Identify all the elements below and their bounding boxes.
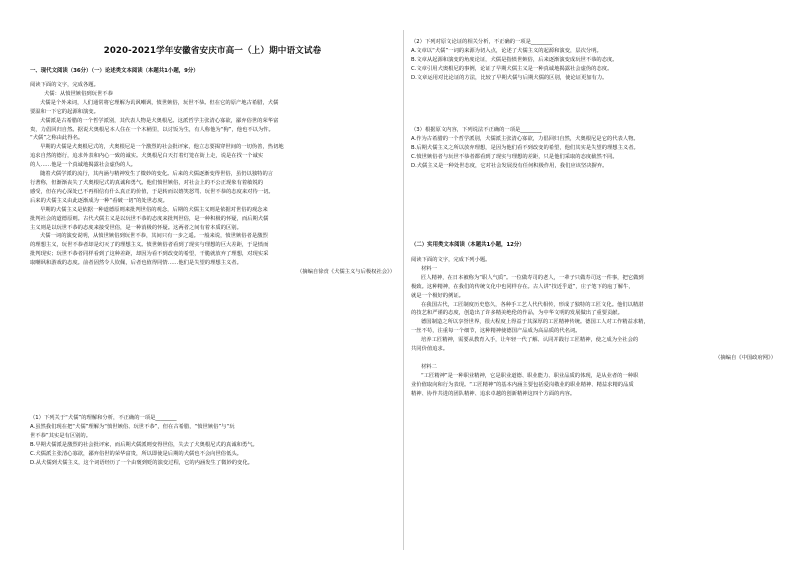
paragraph-line: 的技艺和严谨的态度，创造出了许多精美绝伦的作品，为中华文明的发展做出了重要贡献。 [411,310,623,317]
material2-source: （摘编自《中国政府网》） [715,354,776,361]
answer-option: D.从犬儒到犬儒主义，这个词语经历了一个由褒到贬的演变过程，它的内涵发生了微妙的变化。 [30,459,253,466]
answer-option: D.犬儒主义是一种处世态度，它对社会发展没有任何积极作用，我们应该坚决摒弃。 [411,162,608,169]
article-paragraphs [30,99,395,268]
material1-paragraphs [411,274,776,354]
answer-option: C.文章引用犬奥根尼的事例，论证了早期犬儒主义是一种真诚地揭露社会虚伪的态度。 [411,65,613,72]
paragraph-line: 主义则是以玩世不恭的态度来接受世俗，是一种消极的怀疑。这两者之间有着本质的区别。 [30,224,242,231]
paragraph-line: 取嘲讽和游戏的态度。前者固然令人钦佩，后者也值得同情……他们是失望的理想主义者。 [30,260,242,267]
paragraph-line: 行著称，但渐渐丧失了犬奥根尼式的真诚和勇气。他们愤世嫉俗，对社会上的不公正现象有着敏锐的 [30,179,264,186]
paragraph-line: 就是一个极好的例证。 [411,292,464,299]
question-1-stem: （1）下列关于“犬儒”的理解和分析，不正确的一项是________ [30,415,177,421]
paragraph-line: 犬儒是个外来词，人们通常将它理解为讥讽嘲讽，愤世嫉俗，玩世不恭。但在它的原产地古希腊，犬儒 [40,99,279,106]
article-title: 犬儒：从愤世嫉俗到玩世不恭 [44,90,113,97]
paragraph-line: 追求自然的德行，追求外表和内心一致的诚实。犬奥根尼白天打着灯笼在街上走，说是在找一个诚实 [30,153,264,160]
question-2 [411,38,776,83]
section1-heading: 一、现代文阅读（36分）（一）论述类文本阅读（本题共1小题，9分） [30,68,199,74]
paragraph-line: 感受，但在内心深处已不再相信有什么真正的价值，于是转而以嬉笑怒骂、玩世不恭的态度来对待一切。 [30,188,274,195]
paragraph-line: 后来的犬儒主义由此逐渐成为一种“看破一切”的处世态度。 [30,197,168,204]
answer-option: B.后期犬儒主义之所以放弃理想，是因为他们看不到改变的希望，他们其实是失望的理想主义者。 [411,144,639,151]
paragraph-line: 早期的犬儒主义是依据一种道德原则来批判世俗的观念，后期的犬儒主义则是依据对世俗的观念来 [40,206,268,213]
paragraph-line: 共同价值追求。 [411,346,449,353]
article-source: （摘编自徐贲《犬儒主义与后极权社会》） [297,269,395,276]
paragraph-line: 一丝不苟，注重每一个细节，这种精神使德国产品成为高品质的代名词。 [411,328,581,335]
paragraph-line: 犬儒派是古希腊的一个哲学派别，其代表人物是犬奥根尼。这派哲学主张清心寡欲，鄙弃俗世的荣华富 [40,117,279,124]
section1-lead: 阅读下面的文字，完成各题。 [30,82,99,88]
question-1 [30,414,395,467]
answer-option: D.文章运用对比论证的方法，比较了早期犬儒与后期犬儒的区别，使论证更加有力。 [411,74,608,81]
question-3 [411,126,776,171]
paragraph-line: 批判社会的道德原则。古代犬儒主义是以玩世不恭的态度来批判世俗，是一种积极的怀疑，而后期犬儒 [30,215,269,222]
paragraph-line: 随着犬儒学派的流行，其内涵与精神发生了微妙的变化。后来的犬儒逐渐变得世俗，虽仍以独特的言 [40,171,274,178]
paragraph-line: “犬儒”之称由此得名。 [30,135,84,142]
paragraph-line: 精神、协作共进的团队精神、追求卓越的创新精神这四个方面的内容。 [411,390,576,397]
section1-text [30,81,395,277]
paragraph-line: 犬儒一词的演变说明，从愤世嫉俗到玩世不恭，其间只有一步之遥。一般来说，愤世嫉俗者是激烈 [40,233,268,240]
paragraph-line: 德国制造之所以享誉世界，很大程度上得益于其深厚的工匠精神传统。德国工人对工作精益求精， [421,319,649,326]
answer-option: 世不恭”其实是有区别的。 [30,432,92,439]
material2-paragraphs [411,372,776,399]
answer-option: A.虽然我们现在把“犬儒”理解为“愤世嫉俗、玩世不恭”，但在古希腊，“愤世嫉俗”与“玩 [30,423,235,430]
section2-lead: 阅读下面的文字，完成下列小题。 [411,257,491,263]
paragraph-line: 的人……他是一个真诚地揭露社会虚伪的人。 [30,162,136,169]
answer-option: A.文章以“犬儒”一词的来源为切入点，论述了犬儒主义的起源和演变，层次分明。 [411,47,602,54]
answer-option: C.犬儒派主张清心寡欲，鄙弃俗世的荣华富贵，所以即使是后期的犬儒也不会向世俗低头。 [30,450,242,457]
material1-label: 材料一 [421,265,437,272]
right-column [411,0,776,562]
answer-option: B.早期犬儒派是激烈的社会批评家，而后期犬儒派则变得世俗，失去了犬奥根尼式的真诚和勇气。 [30,441,258,448]
paragraph-line: 在我国古代，工匠制度历史悠久，各种手工艺人代代相传，形成了独特的工匠文化。他们以精湛 [421,301,644,308]
paragraph-line: 业价值取向和行为表现。“工匠精神”的基本内涵主要包括爱岗敬业的职业精神、精益求精的品质 [411,381,634,388]
paragraph-line: “工匠精神”是一种职业精神，它是职业道德、职业能力、职业品质的体现，是从业者的一种职 [421,372,639,379]
column-divider [403,30,404,550]
paragraph-line: 批判现实；玩世不恭者同样看到了这种差距，却因为看不到改变的希望，干脆就放弃了理想，对现实采 [30,251,269,258]
section2-heading: （二）实用类文本阅读（本题共1小题，12分） [411,242,525,248]
section2-text [411,256,776,399]
question-3-stem: （3）根据原文内容，下列说法不正确的一项是________ [411,127,542,133]
paragraph-line: 要温和一下它的起源和演变。 [30,108,99,115]
answer-option: B.文章从起源和演变的角度论证，犬儒是指愤世嫉俗，后来逐渐演变成玩世不恭的态度。 [411,56,618,63]
question-2-stem: （2）下列对原文论证的相关分析，不正确的一项是________ [411,39,553,45]
paragraph-line: 的理想主义，玩世不恭者却是幻灭了的理想主义。愤世嫉俗者看到了现实与理想的巨大差距，于是愤而 [30,242,269,249]
paragraph-line: 匠人精神，在日本被称为“职人气质”。一位做寿司的老人，一辈子只做寿司这一件事，把它做到 [421,274,644,281]
answer-option: C.愤世嫉俗者与玩世不恭者都看到了现实与理想的差距，只是他们采取的态度截然不同。 [411,153,618,160]
material2-label: 材料二 [421,363,437,370]
exam-title: 2020-2021学年安徽省安庆市高一（上）期中语文试卷 [103,46,322,56]
paragraph-line: 贵，力倡回归自然。据说犬奥根尼本人住在一个木桶里，以讨饭为生，有人称他为“狗”，他也不以为忤。 [30,126,274,133]
left-column [30,0,395,562]
paragraph-line: 培养工匠精神，需要从教育入手，让年轻一代了解、认同并践行工匠精神，使之成为全社会的 [421,337,639,344]
paragraph-line: 极致。这种精神，在我们的传统文化中也同样存在。古人讲“技近乎道”，庄子笔下的庖丁解牛， [411,283,634,290]
paragraph-line: 早期的犬儒是犬奥根尼式的，犬奥根尼是一个激烈的社会批评家，他立志要揭穿世间的一切伪善，热切地 [40,144,284,151]
answer-option: A.作为古希腊的一个哲学派别，犬儒派主张清心寡欲，力倡回归自然，犬奥根尼是它的代表人物。 [411,135,639,142]
